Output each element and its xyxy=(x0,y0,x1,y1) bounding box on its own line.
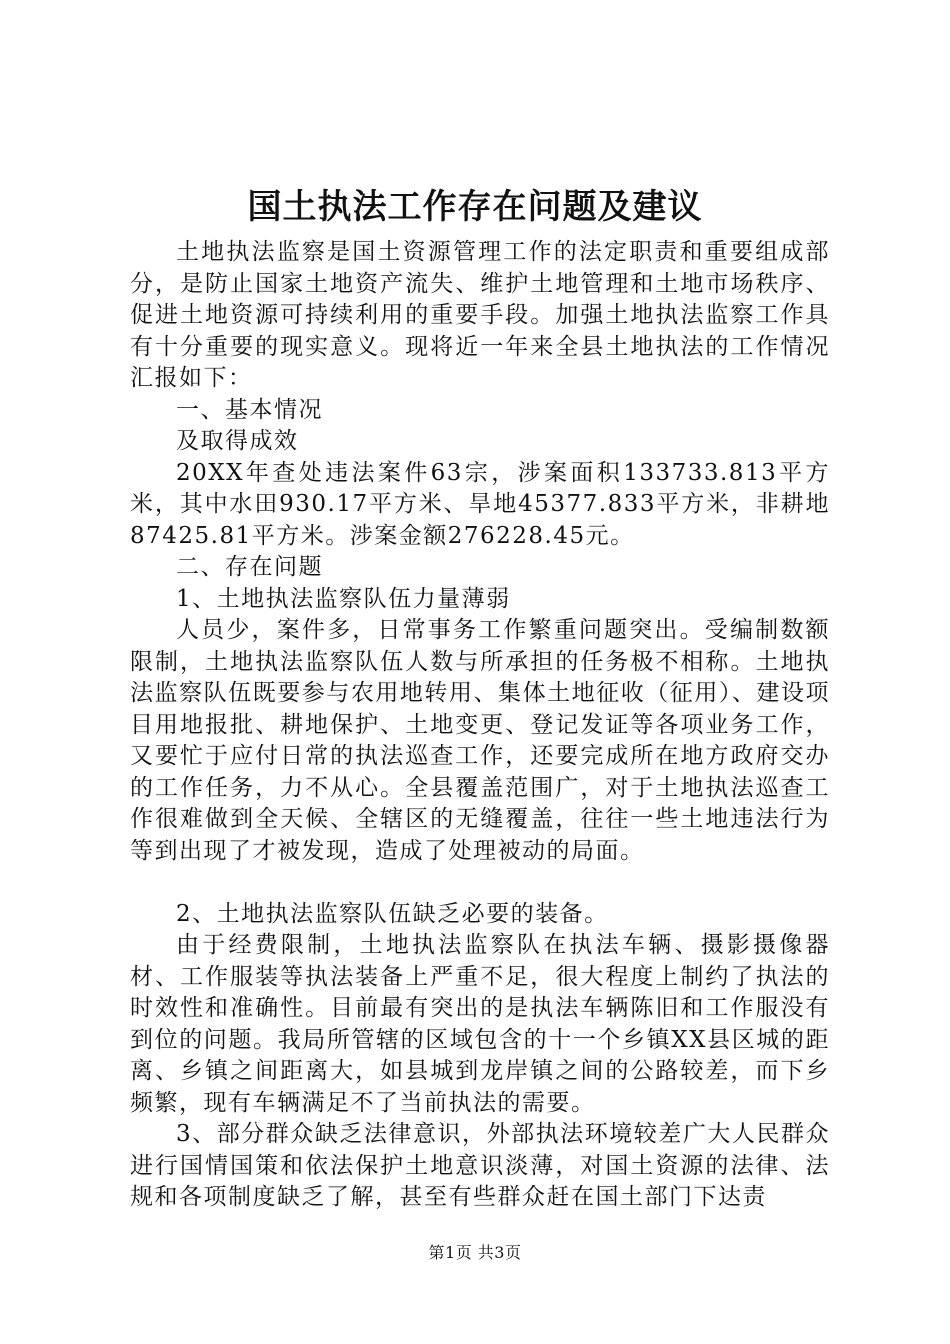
statistics-paragraph: 20XX年查处违法案件63宗，涉案面积133733.813平方米，其中水田930.17平方米、旱地45377.833平方米，非耕地87425.81平方米。涉案金额276228.45元。 xyxy=(130,459,830,549)
subheading-1: 1、土地执法监察队伍力量薄弱 xyxy=(176,585,511,612)
page-number: 第1页 共3页 xyxy=(428,1243,522,1262)
section-heading-basic-cont: 及取得成效 xyxy=(176,428,299,454)
document-body xyxy=(130,237,830,1214)
problem-1-paragraph: 人员少，案件多，日常事务工作繁重问题突出。受编制数额限制，土地执法监察队伍人数与所承担的任务极不相称。土地执法监察队伍既要参与农用地转用、集体土地征收（征用）、建设项目用地报批、耕地保护、土地变更、登记发证等各项业务工作，又要忙于应付日常的执法巡查工作，还要完成所在地方政府交办的工作任务，力不从心。全县覆盖范围广，对于土地执法巡查工作很难做到全天候、全辖区的无缝覆盖，往往一些土地违法行为等到出现了才被发现，造成了处理被动的局面。 xyxy=(130,617,830,864)
problem-3-paragraph: 3、部分群众缺乏法律意识，外部执法环境较差广大人民群众进行国情国策和依法保护土地意识淡薄，对国土资源的法律、法规和各项制度缺乏了解，甚至有些群众赶在国土部门下达责 xyxy=(130,1121,830,1210)
section-heading-problems: 二、存在问题 xyxy=(176,554,323,580)
subheading-2: 2、土地执法监察队伍缺乏必要的装备。 xyxy=(176,900,609,927)
section-heading-basic: 一、基本情况 xyxy=(176,396,323,423)
document-title: 国土执法工作存在问题及建议 xyxy=(247,187,703,227)
intro-paragraph: 土地执法监察是国土资源管理工作的法定职责和重要组成部分，是防止国家土地资产流失、维护土地管理和土地市场秩序、促进土地资源可持续利用的重要手段。加强土地执法监察工作具有十分重要的现实意义。现将近一年来全县土地执法的工作情况汇报如下： xyxy=(130,239,830,391)
problem-2-paragraph: 由于经费限制，土地执法监察队在执法车辆、摄影摄像器材、工作服装等执法装备上严重不足，很大程度上制约了执法的时效性和准确性。目前最有突出的是执法车辆陈旧和工作服没有到位的问题。我局所管辖的区域包含的十一个乡镇XX县区城的距离、乡镇之间距离大，如县城到龙岸镇之间的公路较差，而下乡频繁，现有车辆满足不了当前执法的需要。 xyxy=(130,932,830,1116)
